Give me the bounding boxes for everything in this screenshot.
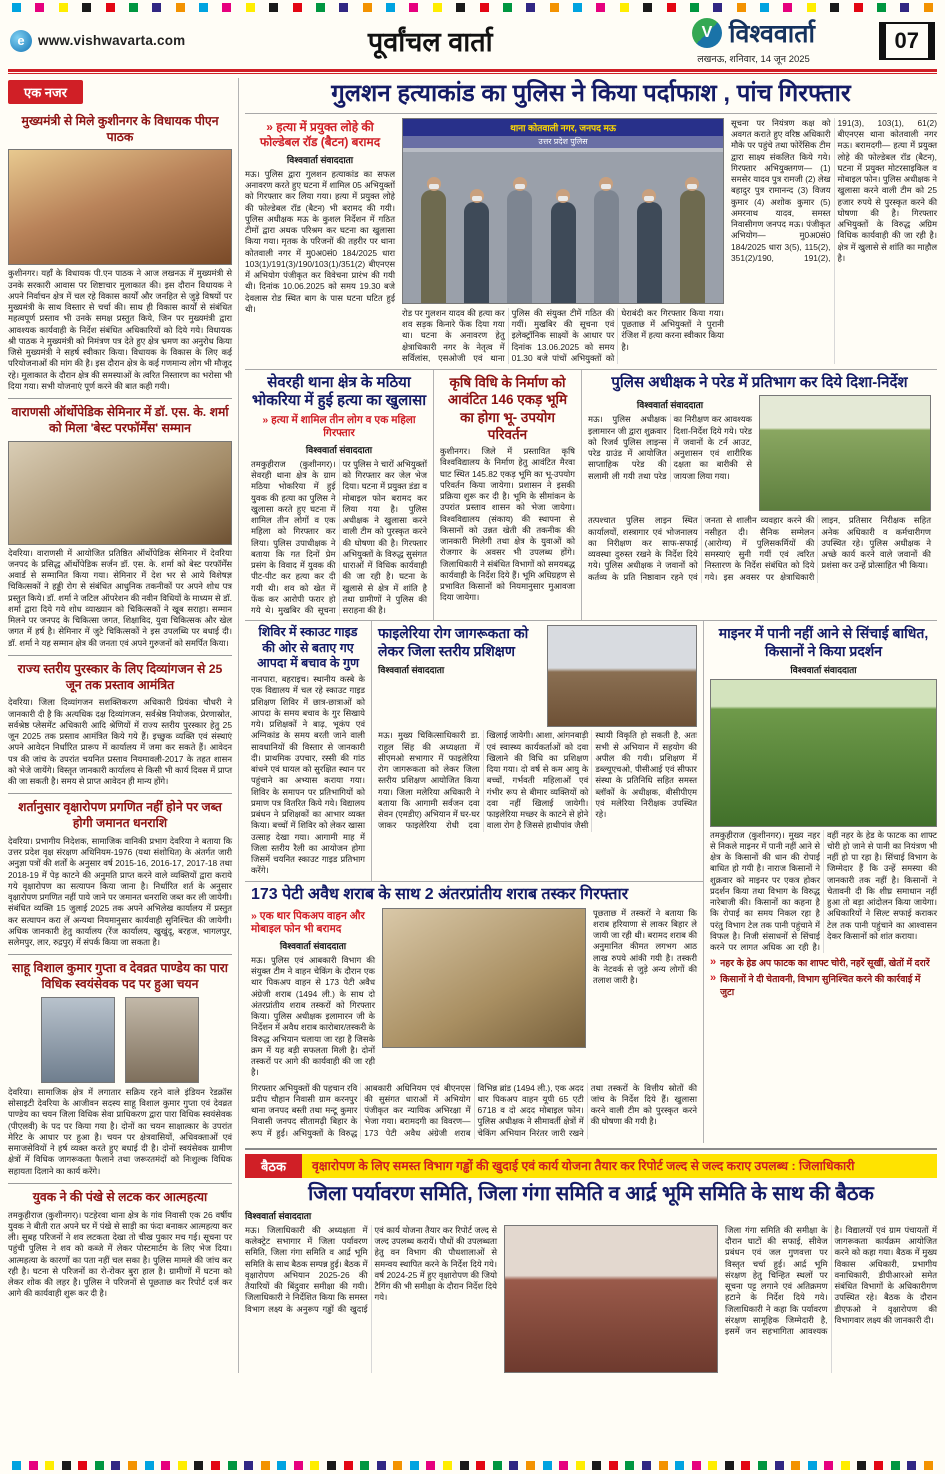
district-meeting-article (245, 1148, 937, 1373)
liquor-smugglers-article (245, 881, 703, 1143)
quote-icon: » (710, 956, 717, 969)
article-headline: पुलिस अधीक्षक ने परेड में प्रतिभाग कर दिये दिशा-निर्देश (611, 374, 908, 392)
article-headline: 173 पेटी अवैध शराब के साथ 2 अंतरप्रांतीय शराब तस्कर गिरफ्तार (251, 885, 629, 903)
sidebar-article-divyang-award (8, 656, 232, 794)
strip-headline: वृक्षारोपण के लिए समस्त विभाग गड्ढों की खुदाई एवं कार्य योजना तैयार कर रिपोर्ट जल्द से जल्द कराए उपलब्ध : जिलाधिकारी (302, 1154, 937, 1178)
article-body-top: मऊ। पुलिस अधीक्षक इलामारन जी द्वारा शुक्रवार को रिजर्व पुलिस लाइन्स परेड ग्राउंड में आयोजित साप्ताहिक परेड की सलामी ली गयी तथा परेड का निरीक्षण कर आवश्यक दिशा-निर्देश दिये गये। परेड में जवानों के टर्न आउट, अनुशासन एवं शारीरिक दक्षता का बारीकी से जायजा लिया गया। (588, 414, 752, 481)
sp-parade-article (581, 370, 937, 620)
portraits-row (8, 997, 232, 1083)
article-body-left: मऊ। जिलाधिकारी की अध्यक्षता में कलेक्ट्रेट सभागार में जिला पर्यावरण समिति, जिला गंगा समिति व आर्द्र भूमि समिति के साथ बैठक सम्पन्न हुई। बैठक में वृक्षारोपण अभियान 2025-26 की तैयारियों की बिंदुवार समीक्षा की गयी। जिलाधिकारी ने निर्देशित किया कि समस्त विभाग लक्ष्य के अनुरूप गड्ढों की खुदाई एवं कार्य योजना तैयार कर रिपोर्ट जल्द से जल्द उपलब्ध करायें। पौधों की उपलब्धता हेतु वन विभाग की पौधशालाओं से समन्वय स्थापित करने के निर्देश दिये गये। वर्ष 2024-25 में हुए वृक्षारोपण की जियो टैगिंग की भी समीक्षा के दौरान निर्देश दिये गये। (245, 1224, 497, 1314)
filaria-training-article (371, 621, 703, 880)
highlight-item: » नहर के हेड अप फाटक का शाफ्ट चोरी, नहरें सूखीं, खेतों में दरारें (710, 956, 930, 969)
byline: विश्ववार्ता संवाददाता (245, 1210, 312, 1221)
quote-icon: » (710, 972, 717, 985)
highlight-item: » किसानों ने दी चेतावनी, विभाग सुनिश्चित करने की कार्रवाई में जुटा (710, 972, 921, 997)
sidebar-article-ortho-award (8, 399, 232, 656)
section-tag: बैठक (245, 1154, 302, 1178)
portrait-photo-2 (125, 997, 199, 1083)
lead-center-column (402, 118, 724, 364)
article-headline: साहू विशाल कुमार गुप्ता व देवव्रत पाण्डेय का पारा विधिक स्वयंसेवक पद पर हुआ चयन (12, 961, 228, 992)
article-body: देवरिया। वाराणसी में आयोजित प्रतिष्ठित ऑर्थोपेडिक सेमिनार में देवरिया जनपद के प्रसिद्ध ऑर्थोपेडिक सर्जन डॉ. एस. के. शर्मा को बेस्ट परफॉर्मेंस अवार्ड से सम्मानित किया गया। सेमिनार में देश भर से आये विशेषज्ञ चिकित्सकों ने हड्डी रोग से संबंधित आधुनिक तकनीकों पर अपने शोध पत्र प्रस्तुत किये। डॉ. शर्मा ने जटिल ऑपरेशन की नवीन विधियों के माध्यम से डॉ. शर्मा द्वारा दिये गये शोध व्याख्यान को चिकित्सकों ने खूब सराहा। सम्मान मिलने पर जनपद के चिकित्सा जगत, शिक्षाविद, युवा चिकित्सक और खेल जगत में हर्ष है। सेमिनार में जुटे चिकित्सकों ने इस उपलब्धि पर बधाई दी। डॉ. शर्मा ने यह सम्मान क्षेत्र की जनता एवं अपने गुरुजनों को समर्पित किया। (8, 547, 232, 648)
portrait-photo-1 (41, 997, 115, 1083)
lead-headline: गुलशन हत्याकांड का पुलिस ने किया पर्दाफाश , पांच गिरफ्तार (245, 78, 937, 114)
byline: विश्ववार्ता संवाददाता (636, 400, 704, 411)
sidebar-article-suicide (8, 1184, 232, 1306)
article-subhead: » एक थार पिकअप वाहन और मोबाइल फोन भी बरामद (251, 909, 365, 935)
brand-name: विश्ववार्ता (729, 20, 816, 48)
article-headline: युवक ने की पंखे से लटक कर आत्महत्या (32, 1189, 208, 1204)
quote-icon: » (251, 909, 257, 922)
article-body: देवरिया। जिला दिव्यांगजन सशक्तिकरण अधिकारी प्रियंका चौधरी ने जानकारी दी है कि अत्यधिक दक्ष दिव्यांगजन, सर्वश्रेष्ठ नियोजक, प्रेरणास्रोत, सर्वश्रेष्ठ प्लेसमेंट अधिकारी आदि श्रेणियों में राज्य स्तरीय पुरस्कार हेतु 25 जून 2025 तक प्रस्ताव आमंत्रित किये गये हैं। इच्छुक व्यक्ति एवं संस्थाएं अपने आवेदन निर्धारित प्रारूप में कार्यालय में जमा कर सकते हैं। आवेदन पत्र की जांच के उपरांत चयनित प्रस्ताव नियमावली-2017 के तहत शासन को भेजे जायेंगे। विस्तृत जानकारी कार्यालय से किसी भी कार्य दिवस में प्राप्त की जा सकती है। समय से प्राप्त आवेदन ही मान्य होंगे। (8, 697, 232, 787)
byline: विश्ववार्ता संवाददाता (305, 444, 373, 455)
article-body-right: जिला गंगा समिति की समीक्षा के दौरान घाटों की सफाई, सीवेज प्रबंधन एवं जल गुणवत्ता पर विस्तृत चर्चा हुई। आर्द्र भूमि संरक्षण हेतु चिन्हित स्थलों पर सूचना पट्ट लगाने एवं अतिक्रमण हटाने के निर्देश दिये गये। जिलाधिकारी ने कहा कि पर्यावरण संरक्षण सामूहिक जिम्मेदारी है, इसमें जन सहभागिता आवश्यक है। विद्यालयों एवं ग्राम पंचायतों में जागरूकता कार्यक्रम आयोजित करने को कहा गया। बैठक में मुख्य विकास अधिकारी, प्रभागीय वनाधिकारी, डीपीआरओ समेत संबंधित विभागों के अधिकारीगण उपस्थित रहे। बैठक के दौरान डीएफओ ने वृक्षारोपण की विभागवार लक्ष्य की जानकारी दी। (725, 1224, 937, 1337)
cm-meeting-photo (8, 149, 232, 265)
page-number: 07 (879, 22, 935, 60)
article-body: नानपारा, बहराइच। स्थानीय कस्बे के एक विद्यालय में चल रहे स्काउट गाइड प्रशिक्षण शिविर में छात्र-छात्राओं को आपदा के समय बचाव के गुर सिखाये गये। प्रशिक्षकों ने बाढ़, भूकंप एवं अग्निकांड के समय बरती जाने वाली सावधानियों की विस्तार से जानकारी दी। प्राथमिक उपचार, रस्सी की गांठ बांधने एवं घायल को सुरक्षित स्थान पर पहुंचाने का अभ्यास कराया गया। शिविर के समापन पर प्रतिभागियों को प्रमाण पत्र वितरित किये गये। विद्यालय प्रबंधन ने प्रशिक्षकों का आभार व्यक्त किया। बच्चों में शिविर को लेकर खासा उत्साह देखा गया। आगामी माह में जिला स्तरीय रैली का आयोजन होगा जिसमें चयनित स्काउट गाइड प्रतिभाग करेंगे। (251, 674, 365, 876)
article-headline: राज्य स्तरीय पुरस्कार के लिए दिव्यांगजन से 25 जून तक प्रस्ताव आमंत्रित (17, 661, 223, 692)
sevarahi-murder-article (245, 370, 433, 620)
masthead (0, 14, 945, 69)
article-body-rest: गिरफ्तार अभियुक्तों की पहचान रवि प्रदीप चौहान निवासी ग्राम करनपुर थाना जनपद बस्ती तथा मन्टू कुमार निवासी जनपद सीतामढ़ी बिहार के रूप में हुई। अभियुक्तों के विरुद्ध आबकारी अधिनियम एवं बीएनएस की सुसंगत धाराओं में अभियोग पंजीकृत कर न्यायिक अभिरक्षा में भेजा गया। बरामदगी का विवरण— 173 पेटी अवैध अंग्रेजी शराब विभिन्न ब्रांड (1494 ली.), एक अदद थार पिकअप वाहन यूपी 65 एटी 6718 व दो अदद मोबाइल फोन। पुलिस अधीक्षक ने सीमावर्ती क्षेत्रों में चेकिंग अभियान निरंतर जारी रखने तथा तस्करों के वित्तीय स्रोतों की जांच के निर्देश दिये हैं। खुलासा करने वाली टीम को पुरस्कृत करने की घोषणा की गयी है। (251, 1082, 697, 1138)
lead-body-center: रोड पर गुलशन यादव की हत्या कर शव सड़क किनारे फेंक दिया गया था। घटना के अनावरण हेतु क्षेत्राधिकारी नगर के नेतृत्व में सर्विलांस, एसओजी एवं थाना पुलिस की संयुक्त टीमें गठित की गयीं। मुखबिर की सूचना एवं इलेक्ट्रॉनिक साक्ष्यों के आधार पर दिनांक 13.06.2025 को समय 01.30 बजे पांचों अभियुक्तों को घेराबंदी कर गिरफ्तार किया गया। पूछताछ में अभियुक्तों ने पुरानी रंजिश में हत्या करना स्वीकार किया है। (402, 307, 724, 363)
agri-land-use-article (433, 370, 581, 620)
parade-photo (759, 395, 931, 511)
sidebar-article-plv-selection (8, 955, 232, 1183)
article-headline: शर्तानुसार वृक्षारोपण प्रगणित नहीं होने पर जब्त होगी जमानत धनराशि (18, 800, 222, 831)
lead-body-left: मऊ। पुलिस द्वारा गुलशन हत्याकांड का सफल अनावरण करते हुए घटना में शामिल 05 अभियुक्तों को गिरफ्तार कर लिया गया। हत्या में प्रयुक्त लोहे की फोल्डेबल रॉड (बैटन) भी बरामद की गयी। पुलिस अधीक्षक मऊ के कुशल निर्देशन में गठित टीमों द्वारा अथक परिश्रम कर घटना का खुलासा किया गया। मृतक के परिजनों की तहरीर पर थाना कोतवाली नगर में मु0अ0सं0 184/2025 धारा 103(1)/191(3)/190/103(1)/351(2) बीएनएस में अभियोग पंजीकृत कर विवेचना प्रारंभ की गयी थी। दिनांक 10.06.2025 को समय 19.30 बजे देवलास रोड स्थित बाग के पास घटना घटित हुई थी। (245, 168, 395, 314)
people-silhouettes (403, 174, 723, 303)
article-body: तमकुहीराज (कुशीनगर)। सेवरही थाना क्षेत्र के ग्राम मठिया भोकरिया में हुई युवक की हत्या का पुलिस ने खुलासा करते हुए घटना में शामिल तीन लोगों व एक महिला को गिरफ्तार कर लिया। पुलिस उपाधीक्षक ने बताया कि गत दिनों प्रेम प्रसंग के विवाद में युवक की पीट-पीट कर हत्या कर दी गयी थी। शव को खेत में फेंक कर आरोपी फरार हो गये थे। मुखबिर की सूचना पर पुलिस ने चारों अभियुक्तों को गिरफ्तार कर जेल भेज दिया। घटना में प्रयुक्त डंडा व मोबाइल फोन बरामद कर लिया गया है। पुलिस अधीक्षक ने खुलासा करने वाली टीम को पुरस्कृत करने की घोषणा की है। गिरफ्तार अभियुक्तों के विरुद्ध सुसंगत धाराओं में विधिक कार्यवाही की जा रही है। घटना के खुलासे से क्षेत्र में शांति है तथा ग्रामीणों ने पुलिस की सराहना की है। (251, 458, 427, 616)
lead-subhead: » हत्या में प्रयुक्त लोहे की फोल्डेबल रॉड (बैटन) बरामद (259, 119, 381, 149)
brand-logo-icon: V (692, 18, 722, 48)
print-registration-marks-top (0, 0, 945, 14)
article-headline: माइनर में पानी नहीं आने से सिंचाई बाधित, किसानों ने किया प्रदर्शन (718, 625, 929, 659)
article-subhead: » हत्या में शामिल तीन लोग व एक महिला गिरफ्तार (262, 413, 416, 439)
award-photo (8, 441, 232, 545)
canal-field-photo (710, 679, 937, 827)
website-url[interactable]: www.vishwavarta.com (38, 33, 186, 48)
lead-photo (402, 118, 724, 304)
canal-water-protest-article (703, 621, 937, 1142)
brand-block (639, 16, 869, 65)
masthead-title: पूर्वांचल वार्ता (367, 27, 493, 57)
byline: विश्ववार्ता संवाददाता (378, 664, 445, 675)
quote-icon: » (266, 119, 273, 134)
article-body-left: मऊ। पुलिस एवं आबकारी विभाग की संयुक्त टीम ने वाहन चेकिंग के दौरान एक थार पिकअप वाहन से 173 पेटी अवैध अंग्रेजी शराब (1494 ली.) के साथ दो अंतरप्रांतीय शराब तस्करों को गिरफ्तार किया। पुलिस अधीक्षक इलामारन जी के निर्देशन में अवैध शराब कारोबार/तस्करी के विरुद्ध अभियान चलाया जा रहा है जिसके क्रम में यह बड़ी सफलता मिली है। दोनों तस्करों पर आगे की कार्यवाही की जा रही है। (251, 954, 375, 1078)
article-body: देवरिया। सामाजिक क्षेत्र में लगातार सक्रिय रहने वाले इंडियन रेडक्रॉस सोसाइटी देवरिया के आजीवन सदस्य साहू विशाल कुमार गुप्ता एवं देवव्रत पाण्डेय का चयन जिला विधिक सेवा प्राधिकरण द्वारा पारा विधिक स्वयंसेवक (पीएलवी) के पद पर किया गया है। दोनों का चयन साक्षात्कार के उपरांत मेरिट के आधार पर हुआ है। चयन पर क्षेत्रवासियों, अधिवक्ताओं एवं समाजसेवियों ने हर्ष व्यक्त करते हुए बधाई दी है। दोनों स्वयंसेवक ग्रामीण क्षेत्रों में विधिक जागरूकता फैलाने तथा जरूरतमंदों को निःशुल्क विधिक सहायता दिलाने का कार्य करेंगे। (8, 1086, 232, 1176)
minor-highlights (710, 957, 937, 997)
masthead-rule (8, 69, 937, 72)
article-body-rest: तत्पश्चात पुलिस लाइन स्थित कार्यालयों, शस्त्रागार एवं भोजनालय का निरीक्षण कर साफ-सफाई व्यवस्था दुरुस्त रखने के निर्देश दिये गये। पुलिस अधीक्षक ने जवानों को कर्तव्य के प्रति निष्ठावान रहने एवं जनता से शालीन व्यवहार करने की नसीहत दी। सैनिक सम्मेलन (आरोग्य) में पुलिसकर्मियों की समस्याएं सुनी गयीं एवं त्वरित निस्तारण के निर्देश संबंधित को दिये गये। इस अवसर पर क्षेत्राधिकारी लाइन, प्रतिसार निरीक्षक सहित अनेक अधिकारी व कर्मचारीगण उपस्थित रहे। पुलिस अधीक्षक ने अच्छे कार्य करने वाले जवानों की प्रशंसा कर उन्हें प्रोत्साहित भी किया। (588, 515, 931, 582)
article-headline: शिविर में स्काउट गाइड की ओर से बताए गए आपदा में बचाव के गुण (256, 625, 360, 670)
photo-banner-text: थाना कोतवाली नगर, जनपद मऊ (403, 119, 723, 136)
site-block (10, 30, 222, 52)
article-body: तमकुहीराज (कुशीनगर)। पटहेरवा थाना क्षेत्र के गांव निवासी एक 26 वर्षीय युवक ने बीती रात अपने घर में पंखे से साड़ी का फंदा बनाकर आत्महत्या कर ली। सुबह परिजनों ने शव लटकता देखा तो चीख पुकार मच गई। सूचना पर पहुंची पुलिस ने शव को कब्जे में लेकर पोस्टमार्टम के लिए भेज दिया। आत्महत्या के कारणों का पता नहीं चल सका है। पुलिस मामले की जांच कर रही है। घटना से परिजनों का रो-रोकर बुरा हाल है। ग्रामीणों में घटना को लेकर शोक की लहर है। पुलिस ने परिजनों से पूछताछ कर रिपोर्ट दर्ज कर आगे की कार्यवाही शुरू कर दी है। (8, 1209, 232, 1299)
section-label: एक नजर (8, 80, 83, 104)
sidebar-article-plantation-bond (8, 794, 232, 955)
article-body: कुशीनगर। जिले में प्रस्तावित कृषि विश्वविद्यालय के निर्माण हेतु आवंटित मैरवा घाट स्थित 145.82 एकड़ भूमि का भू-उपयोग परिवर्तन किया जायेगा। प्रशासन ने इसकी प्रक्रिया शुरू कर दी है। भूमि के सीमांकन के उपरांत प्रस्ताव शासन को भेजा जायेगा। विश्वविद्यालय (संकाय) की स्थापना से किसानों को उन्नत खेती की तकनीक की जानकारी मिलेगी तथा क्षेत्र के युवाओं को रोजगार के अवसर भी उपलब्ध होंगे। जिलाधिकारी ने संबंधित विभागों को समयबद्ध कार्यवाही के निर्देश दिये हैं। भूमि अधिग्रहण से प्रभावित किसानों को नियमानुसार मुआवजा दिया जायेगा। (440, 446, 575, 603)
byline: विश्ववार्ता संवाददाता (790, 664, 857, 675)
lead-article (245, 78, 937, 370)
meeting-room-photo (504, 1225, 718, 1373)
article-body: कुशीनगर। यहाँ के विधायक पी.एन पाठक ने आज लखनऊ में मुख्यमंत्री से उनके सरकारी आवास पर शिष्टाचार मुलाकात की। इस दौरान विधायक ने अपने निर्वाचन क्षेत्र में चल रहे विकास कार्यों और जनहित से जुड़े विषयों पर मुख्यमंत्री के साथ विस्तार से चर्चा की। साथ ही विकास कार्यों से संबंधित महत्वपूर्ण प्रस्ताव भी उनके समक्ष प्रस्तुत किये, जिन पर मुख्यमंत्री द्वारा आवश्यक कार्यवाही के निर्देश संबंधित अधिकारियों को दिये गये। विधायक श्री पाठक ने मुख्यमंत्री को निमंत्रण पत्र देते हुए क्षेत्र भ्रमण का अनुरोध किया जिसे मुख्यमंत्री ने सहर्ष स्वीकार किया। विधायक के विकास के लिए कई परियोजनाओं की मांग की है। इस दौरान क्षेत्र के कई गणमान्य लोग भी मौजूद रहे। मुलाकात के दौरान क्षेत्र की समस्याओं के त्वरित निस्तारण का भरोसा भी दिया गया। सभी योजनाएं पूर्ण करने की बात कही गयी। (8, 268, 232, 391)
article-headline: जिला पर्यावरण समिति, जिला गंगा समिति व आर्द्र भूमि समिति के साथ की बैठक (308, 1182, 874, 1205)
article-headline: मुख्यमंत्री से मिले कुशीनगर के विधायक पीएन पाठक (21, 114, 219, 144)
edition-dateline: लखनऊ, शनिवार, 14 जून 2025 (697, 54, 810, 65)
article-headline: सेवरही थाना क्षेत्र के मठिया भोकरिया में हुई हत्या का खुलासा (251, 374, 427, 410)
sidebar-ek-nazar (8, 78, 239, 1373)
quote-icon: » (262, 413, 269, 426)
article-body-right: पूछताछ में तस्करों ने बताया कि शराब हरियाणा से लाकर बिहार ले जायी जा रही थी। बरामद शराब की अनुमानित कीमत लगभग आठ लाख रुपये आंकी गयी है। तस्करी के नेटवर्क से जुड़े अन्य लोगों की तलाश जारी है। (593, 907, 697, 986)
liquor-seizure-photo (382, 908, 586, 1048)
photo-banner-subtext: उत्तर प्रदेश पुलिस (403, 135, 723, 148)
masthead-rule-thin (8, 73, 937, 74)
byline: विश्ववार्ता संवाददाता (286, 154, 354, 165)
main-content (245, 78, 937, 1373)
article-headline: वाराणसी ऑर्थोपेडिक सेमिनार में डॉ. एस. के. शर्मा को मिला 'बेस्ट परफॉर्मेंस' सम्मान (11, 405, 229, 435)
sidebar-article-cm-meet (8, 108, 232, 399)
lead-left-column (245, 118, 395, 364)
scout-guide-article (245, 621, 371, 880)
globe-icon: e (10, 30, 32, 52)
lead-body-right: सूचना पर नियंत्रण कक्ष को अवगत कराते हुए वरिष्ठ अधिकारी मौके पर पहुंचे तथा फोरेंसिक टीम द्वारा साक्ष्य संकलित किये गये। गिरफ्तार अभियुक्तगण— (1) समसेर यादव पुत्र रामजी (2) लेख बहादुर पुत्र रामानन्द (3) विजय कुमार (4) अशोक कुमार (5) अमरनाथ यादव, समस्त निवासीगण जनपद मऊ। पंजीकृत अभियोग— मु0अ0सं0 184/2025 धारा 3(5), 115(2), 351(2)/190, 191(2), 191(3), 103(1), 61(2) बीएनएस थाना कोतवाली नगर मऊ। बरामदगी— हत्या में प्रयुक्त लोहे की फोल्डेबल रॉड (बैटन), घटना में प्रयुक्त मोटरसाइकिल व मोबाइल फोन। पुलिस अधीक्षक ने खुलासा करने वाली टीम को 25 हजार रुपये से पुरस्कृत करने की घोषणा की है। गिरफ्तार अभियुक्तों के विरुद्ध अग्रिम विधिक कार्यवाही की जा रही है। क्षेत्र में खुलासे से शांति का माहौल है। (731, 117, 937, 263)
print-registration-marks-bottom (0, 1458, 945, 1472)
article-body: देवरिया। प्रभागीय निदेशक, सामाजिक वानिकी प्रभाग देवरिया ने बताया कि उत्तर प्रदेश वृक्ष संरक्षण अधिनियम-1976 (यथा संशोधित) के अंतर्गत जारी अनुज्ञा पत्रों की शर्तों के अनुसार वर्ष 2015-16, 2016-17, 2017-18 तथा 2018-19 में पेड़ काटने की अनुमति प्राप्त करने वाले व्यक्तियों द्वारा कराये गये वृक्षारोपण का सत्यापन किया जाना है। निर्धारित शर्त के अनुसार वृक्षारोपण प्रगणित नहीं पाये जाने पर जमानत धनराशि जब्त कर ली जायेगी। संबंधित व्यक्ति 15 जुलाई 2025 तक अपने अभिलेख कार्यालय में प्रस्तुत कर सत्यापन करा लें अन्यथा नियमानुसार कार्यवाही सुनिश्चित की जायेगी। अधिक जानकारी हेतु कार्यालय (रेंज कार्यालय, खुखुंदू, बरहज, भागलपुर, सलेमपुर, लार, रुद्रपुर) में संपर्क किया जा सकता है। (8, 835, 232, 948)
article-body: मऊ। मुख्य चिकित्साधिकारी डा. राहुल सिंह की अध्यक्षता में सीएमओ सभागार में फाइलेरिया रोग जागरूकता को लेकर जिला स्तरीय प्रशिक्षण आयोजित किया गया। जिला मलेरिया अधिकारी ने बताया कि आगामी सर्वजन दवा सेवन (एमडीए) अभियान में घर-घर जाकर फाइलेरिया रोधी दवा खिलाई जायेगी। आशा, आंगनबाड़ी एवं स्वास्थ्य कार्यकर्ताओं को दवा खिलाने की विधि का प्रशिक्षण दिया गया। दो वर्ष से कम आयु के बच्चों, गर्भवती महिलाओं एवं गंभीर रूप से बीमार व्यक्तियों को दवा नहीं खिलाई जायेगी। फाइलेरिया मच्छर के काटने से होने वाला रोग है जिससे हाथीपांव जैसी स्थायी विकृति हो सकती है, अतः सभी से अभियान में सहयोग की अपील की गयी। प्रशिक्षण में डब्ल्यूएचओ, पीसीआई एवं सीफार संस्था के प्रतिनिधि सहित समस्त ब्लॉकों के अधीक्षक, बीसीपीएम एवं मलेरिया निरीक्षक उपस्थित रहे। (378, 730, 697, 831)
filaria-meeting-photo (547, 625, 697, 727)
byline: विश्ववार्ता संवाददाता (279, 940, 347, 951)
article-headline: फाइलेरिया रोग जागरूकता को लेकर जिला स्तरीय प्रशिक्षण (378, 625, 529, 659)
article-body: तमकुहीराज (कुशीनगर)। मुख्य नहर से निकले माइनर में पानी नहीं आने से क्षेत्र के किसानों की धान की रोपाई बाधित हो गयी है। नाराज किसानों ने शुक्रवार को माइनर पर एकत्र होकर प्रदर्शन किया तथा विभाग के विरुद्ध नारेबाजी की। किसानों का कहना है कि रोपाई का समय निकल रहा है परंतु विभाग टेल तक पानी पहुंचाने में विफल है। निजी संसाधनों से सिंचाई करने पर लागत अधिक आ रही है। वहीं नहर के हेड के फाटक का शाफ्ट चोरी हो जाने से पानी का नियंत्रण भी नहीं हो पा रहा है। सिंचाई विभाग के जिम्मेदार हैं कि उन्हें समस्या की जानकारी तक नहीं है। किसानों ने चेतावनी दी कि शीघ्र समाधान नहीं हुआ तो बड़ा आंदोलन किया जायेगा। अधिकारियों ने सिल्ट सफाई कराकर टेल तक पानी पहुंचाने का आश्वासन देकर किसानों को शांत कराया। (710, 829, 937, 953)
article-headline: कृषि विधि के निर्माण को आवंटित 146 एकड़ भूमि का होगा भू- उपयोग परिवर्तन (447, 375, 568, 442)
